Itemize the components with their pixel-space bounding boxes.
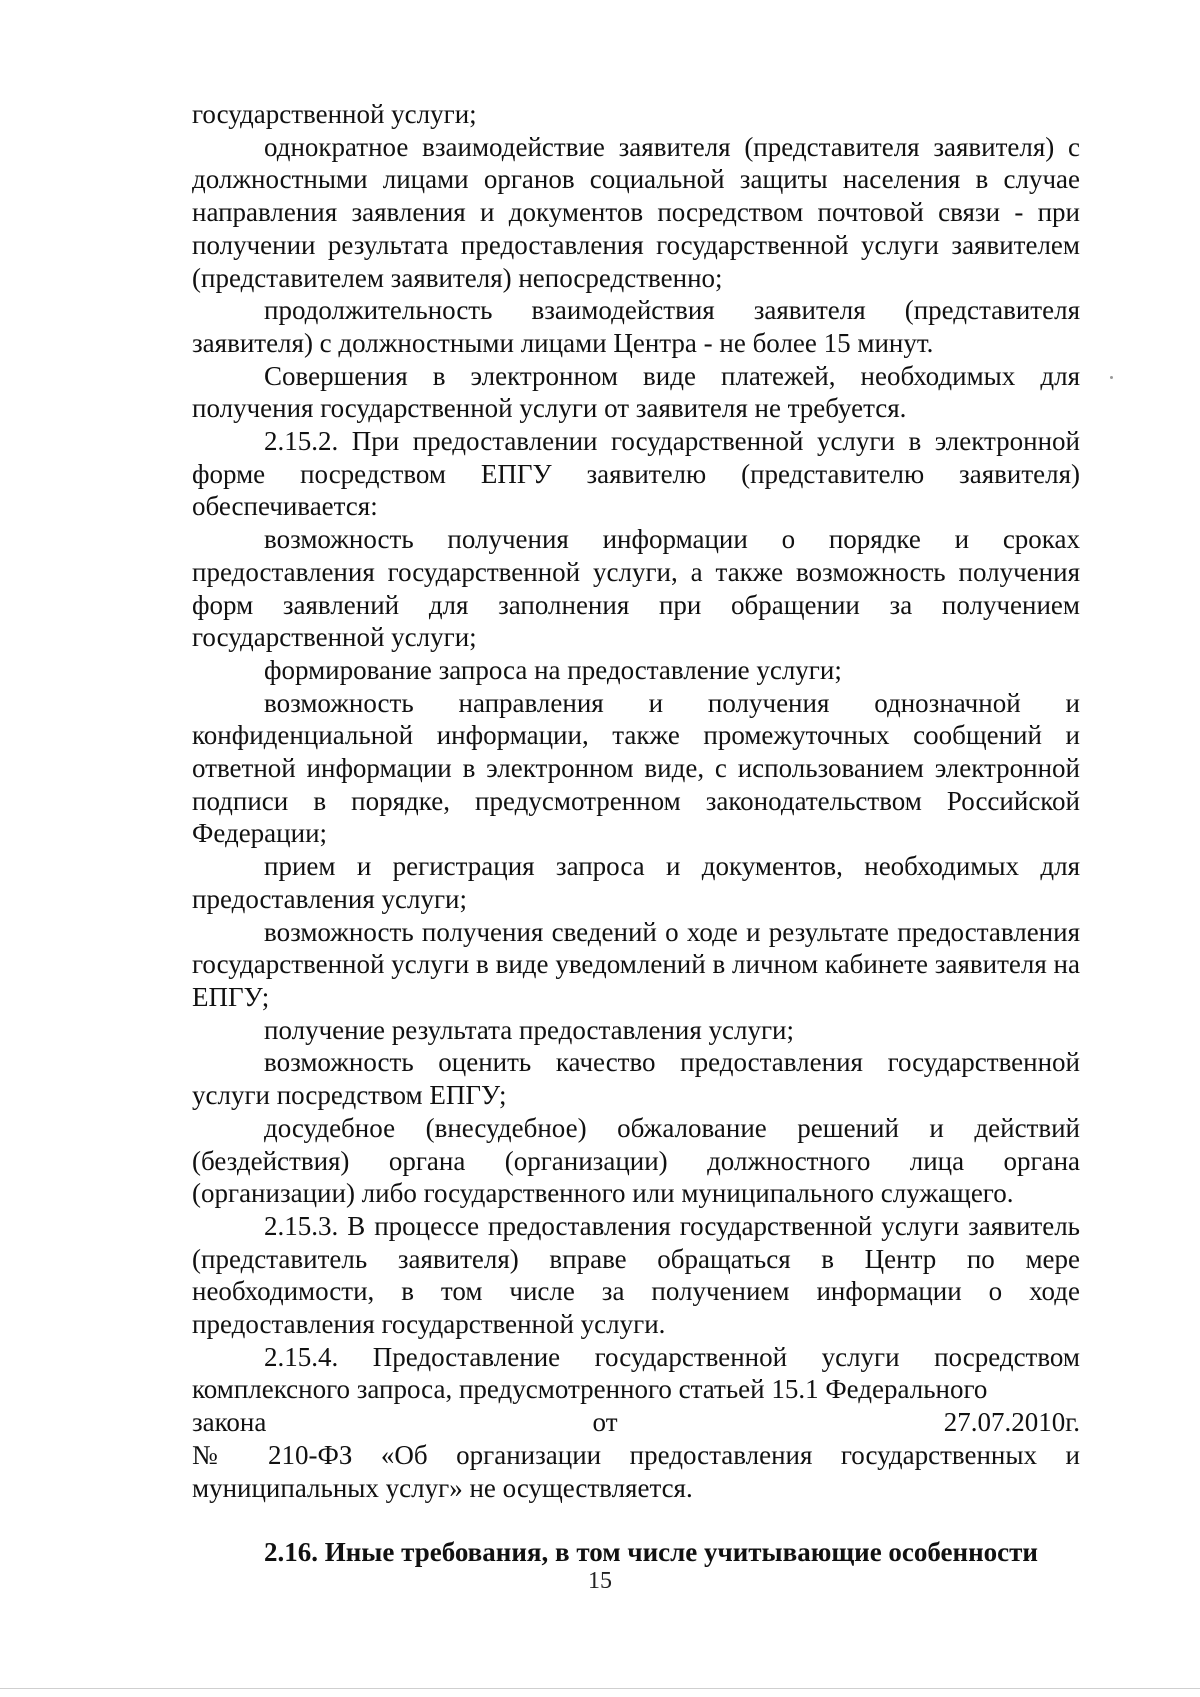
scan-edge-line (0, 1688, 1200, 1689)
paragraph: возможность направления и получения однозначной и конфиденциальной информации, также промежуточных сообщений и ответной информации в электронном виде, с использованием электронной подписи в порядке, предусмотренном законодательством Российской Федерации; (192, 687, 1080, 849)
paragraph: формирование запроса на предоставление услуги; (264, 654, 842, 685)
paragraph: прием и регистрация запроса и документов, необходимых для предоставления услуги; (192, 851, 1080, 914)
paragraph: получение результата предоставления услуги; (264, 1014, 795, 1045)
paragraph: возможность получения информации о порядке и сроках предоставления государственной услуги, а также возможность получения форм заявлений для заполнения при обращении за получением государственной услуги; (192, 524, 1080, 653)
paragraph: государственной услуги; (192, 99, 477, 129)
document-body (192, 98, 1080, 1569)
paragraph: возможность получения сведений о ходе и результате предоставления государственной услуги в виде уведомлений в личном кабинете заявителя на ЕПГУ; (192, 916, 1080, 1012)
page-number: 15 (588, 1568, 612, 1594)
section-heading: 2.16. Иные требования, в том числе учитывающие особенности (264, 1537, 1038, 1568)
scan-speck (1110, 376, 1113, 379)
paragraph: возможность оценить качество предоставления государственной услуги посредством ЕПГУ; (192, 1047, 1080, 1111)
paragraph: 2.15.2. При предоставлении государственной услуги в электронной форме посредством ЕПГУ заявителю (представителю заявителя) обеспечивается: (192, 426, 1080, 522)
paragraph: продолжительность взаимодействия заявителя (представителя заявителя) с должностными лицами Центра - не более 15 минут. (192, 295, 1080, 358)
paragraph: досудебное (внесудебное) обжалование решений и действий (бездействия) органа (организации) должностного лица органа (организации) либо государственного или муниципального служащего. (192, 1112, 1080, 1209)
paragraph: 2.15.4. Предоставление государственной услуги посредством комплексного запроса, предусмотренного статьей 15.1 Федерального (192, 1341, 1080, 1405)
paragraph: Совершения в электронном виде платежей, необходимых для получения государственной услуги от заявителя не требуется. (192, 360, 1080, 424)
paragraph: однократное взаимодействие заявителя (представителя заявителя) с должностными лицами органов социальной защиты населения в случае направления заявления и документов посредством почтовой связи - при получении результата предоставления государственной услуги заявителем (представителем заявителя) непосредственно; (192, 131, 1080, 293)
paragraph: закона от 27.07.2010г. (192, 1407, 1080, 1438)
paragraph: 2.15.3. В процессе предоставления государственной услуги заявитель (представитель заявителя) вправе обращаться в Центр по мере необходимости, в том числе за получением информации о ходе предоставления государственной услуги. (192, 1210, 1080, 1340)
paragraph: № 210-ФЗ «Об организации предоставления государственных и муниципальных услуг» не осуществляется. (192, 1439, 1080, 1503)
